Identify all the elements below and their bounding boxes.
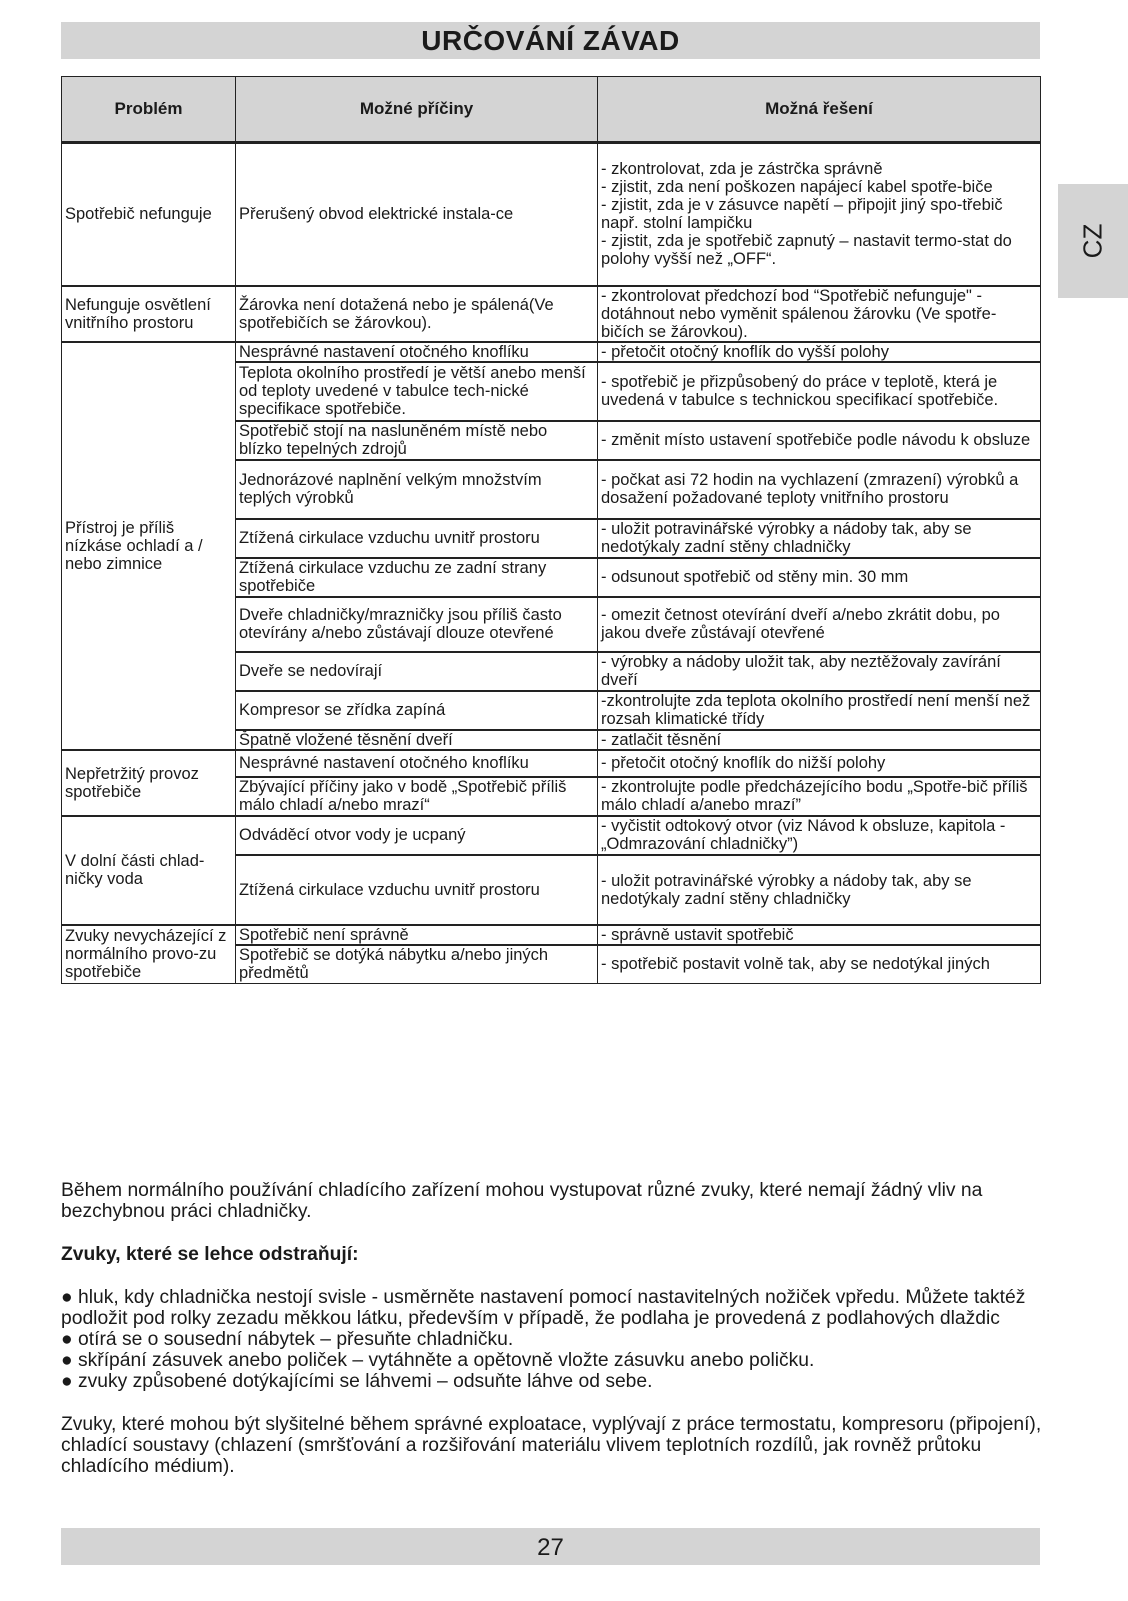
page-title: URČOVÁNÍ ZÁVAD	[61, 22, 1040, 59]
solution-cell: - zatlačit těsnění	[598, 730, 1041, 750]
solution-cell: - zkontrolovat, zda je zástrčka správně - zjistit, zda není poškozen napájecí kabel spotře-biče - zjistit, zda je v zásuvce napětí – připojit jiný spo-třebič např. stolní lampičku - zjistit, zda je spotřebič zapnutý – nastavit termo-stat do polohy vyšší než „OFF“.	[598, 143, 1041, 286]
cause-cell: Kompresor se zřídka zapíná	[236, 691, 598, 730]
solution-cell: - uložit potravinářské výrobky a nádoby tak, aby se nedotýkaly zadní stěny chladničky	[598, 855, 1041, 925]
list-item: ● zvuky způsobené dotýkajícími se láhvemi – odsuňte láhve od sebe.	[61, 1371, 653, 1392]
cause-cell: Ztížená cirkulace vzduchu ze zadní strany spotřebiče	[236, 558, 598, 597]
column-header: Možné příčiny	[236, 77, 598, 143]
solution-cell: - uložit potravinářské výrobky a nádoby tak, aby se nedotýkaly zadní stěny chladničky	[598, 519, 1041, 558]
problem-cell: V dolní části chlad-ničky voda	[62, 816, 236, 925]
cause-cell: Nesprávné nastavení otočného knoflíku	[236, 750, 598, 777]
list-item: ● otírá se o sousední nábytek – přesuňte chladničku.	[61, 1329, 514, 1350]
problem-cell: Nefunguje osvětlení vnitřního prostoru	[62, 286, 236, 342]
table-row	[62, 750, 1041, 777]
solution-cell: - zkontrolovat předchozí bod “Spotřebič nefunguje" - dotáhnout nebo vyměnit spálenou žárovku (Ve spotře-bičích se žárovkou).	[598, 286, 1041, 342]
cause-cell: Špatně vložené těsnění dveří	[236, 730, 598, 750]
section-heading: Zvuky, které se lehce odstraňují:	[61, 1244, 359, 1265]
solution-cell: - odsunout spotřebič od stěny min. 30 mm	[598, 558, 1041, 597]
cause-cell: Teplota okolního prostředí je větší anebo menší od teploty uvedené v tabulce tech-nické specifikace spotřebiče.	[236, 362, 598, 421]
problem-cell: Nepřetržitý provoz spotřebiče	[62, 750, 236, 816]
solution-cell: - správně ustavit spotřebič	[598, 925, 1041, 945]
cause-cell: Přerušený obvod elektrické instala-ce	[236, 143, 598, 286]
cause-cell: Ztížená cirkulace vzduchu uvnitř prostoru	[236, 855, 598, 925]
problem-cell: Přístroj je příliš nízkáse ochladí a / nebo zimnice	[62, 342, 236, 750]
cause-cell: Žárovka není dotažená nebo je spálená(Ve spotřebičích se žárovkou).	[236, 286, 598, 342]
cause-cell: Spotřebič není správně	[236, 925, 598, 945]
page-number: 27	[61, 1528, 1040, 1565]
solution-cell: - počkat asi 72 hodin na vychlazení (zmrazení) výrobků a dosažení požadované teploty vnitřního prostoru	[598, 460, 1041, 519]
solution-cell: - omezit četnost otevírání dveří a/nebo zkrátit dobu, po jakou dveře zůstávají otevřené	[598, 597, 1041, 652]
solution-cell: -zkontrolujte zda teplota okolního prostředí není menší než rozsah klimatické třídy	[598, 691, 1041, 730]
cause-cell: Spotřebič stojí na nasluněném místě nebo blízko tepelných zdrojů	[236, 421, 598, 460]
language-tab-label: CZ	[1077, 223, 1108, 259]
closing-paragraph: Zvuky, které mohou být slyšitelné během správné exploatace, vyplývají z práce termostatu, kompresoru (připojení), chladící soustavy (chlazení (smršťování a rozšiřování materiálu vlivem teplotních rozdílů, jak rovněž průtoku chladícího médium).	[61, 1414, 1042, 1477]
solution-cell: - změnit místo ustavení spotřebiče podle návodu k obsluze	[598, 421, 1041, 460]
table-row	[62, 286, 1041, 342]
intro-paragraph: Během normálního používání chladícího zařízení mohou vystupovat různé zvuky, které nemají žádný vliv na bezchybnou práci chladničky.	[61, 1180, 983, 1222]
table-row	[62, 816, 1041, 855]
list-item: ● skřípání zásuvek anebo poliček – vytáhněte a opětovně vložte zásuvku anebo poličku.	[61, 1350, 815, 1371]
solution-cell: - spotřebič je přizpůsobený do práce v teplotě, která je uvedená v tabulce s technickou specifikací spotřebiče.	[598, 362, 1041, 421]
cause-cell: Odváděcí otvor vody je ucpaný	[236, 816, 598, 855]
noise-info	[61, 1180, 1046, 1477]
problem-cell: Zvuky nevycházející z normálního provo-zu spotřebiče	[62, 925, 236, 984]
solution-cell: - spotřebič postavit volně tak, aby se nedotýkal jiných	[598, 945, 1041, 984]
cause-cell: Zbývající příčiny jako v bodě „Spotřebič příliš málo chladí a/nebo mrazí“	[236, 777, 598, 816]
cause-cell: Dveře chladničky/mrazničky jsou příliš často otevírány a/nebo zůstávají dlouze otevřené	[236, 597, 598, 652]
table-header-row	[62, 77, 1041, 143]
cause-cell: Nesprávné nastavení otočného knoflíku	[236, 342, 598, 362]
cause-cell: Jednorázové naplnění velkým množstvím teplých výrobků	[236, 460, 598, 519]
solution-cell: - přetočit otočný knoflík do nižší polohy	[598, 750, 1041, 777]
table-row	[62, 143, 1041, 286]
troubleshooting-table	[61, 76, 1041, 984]
solution-cell: - vyčistit odtokový otvor (viz Návod k obsluze, kapitola - „Odmrazování chladničky”)	[598, 816, 1041, 855]
table-row	[62, 925, 1041, 945]
column-header: Možná řešení	[598, 77, 1041, 143]
list-item: ● hluk, kdy chladnička nestojí svisle - usměrněte nastavení pomocí nastavitelných nožiček vpředu. Můžete taktéž podložit pod rolky zezadu měkkou látku, především v případě, že podlaha je provedená z podlahových dlaždic	[61, 1287, 1026, 1329]
solution-cell: - výrobky a nádoby uložit tak, aby neztěžovaly zavírání dveří	[598, 652, 1041, 691]
cause-cell: Ztížená cirkulace vzduchu uvnitř prostoru	[236, 519, 598, 558]
problem-cell: Spotřebič nefunguje	[62, 143, 236, 286]
cause-cell: Spotřebič se dotýká nábytku a/nebo jiných předmětů	[236, 945, 598, 984]
language-tab	[1058, 184, 1128, 298]
table-row	[62, 342, 1041, 362]
solution-cell: - přetočit otočný knoflík do vyšší polohy	[598, 342, 1041, 362]
solution-cell: - zkontrolujte podle předcházejícího bodu „Spotře-bič příliš málo chladí a/anebo mrazí”	[598, 777, 1041, 816]
column-header: Problém	[62, 77, 236, 143]
cause-cell: Dveře se nedovírají	[236, 652, 598, 691]
